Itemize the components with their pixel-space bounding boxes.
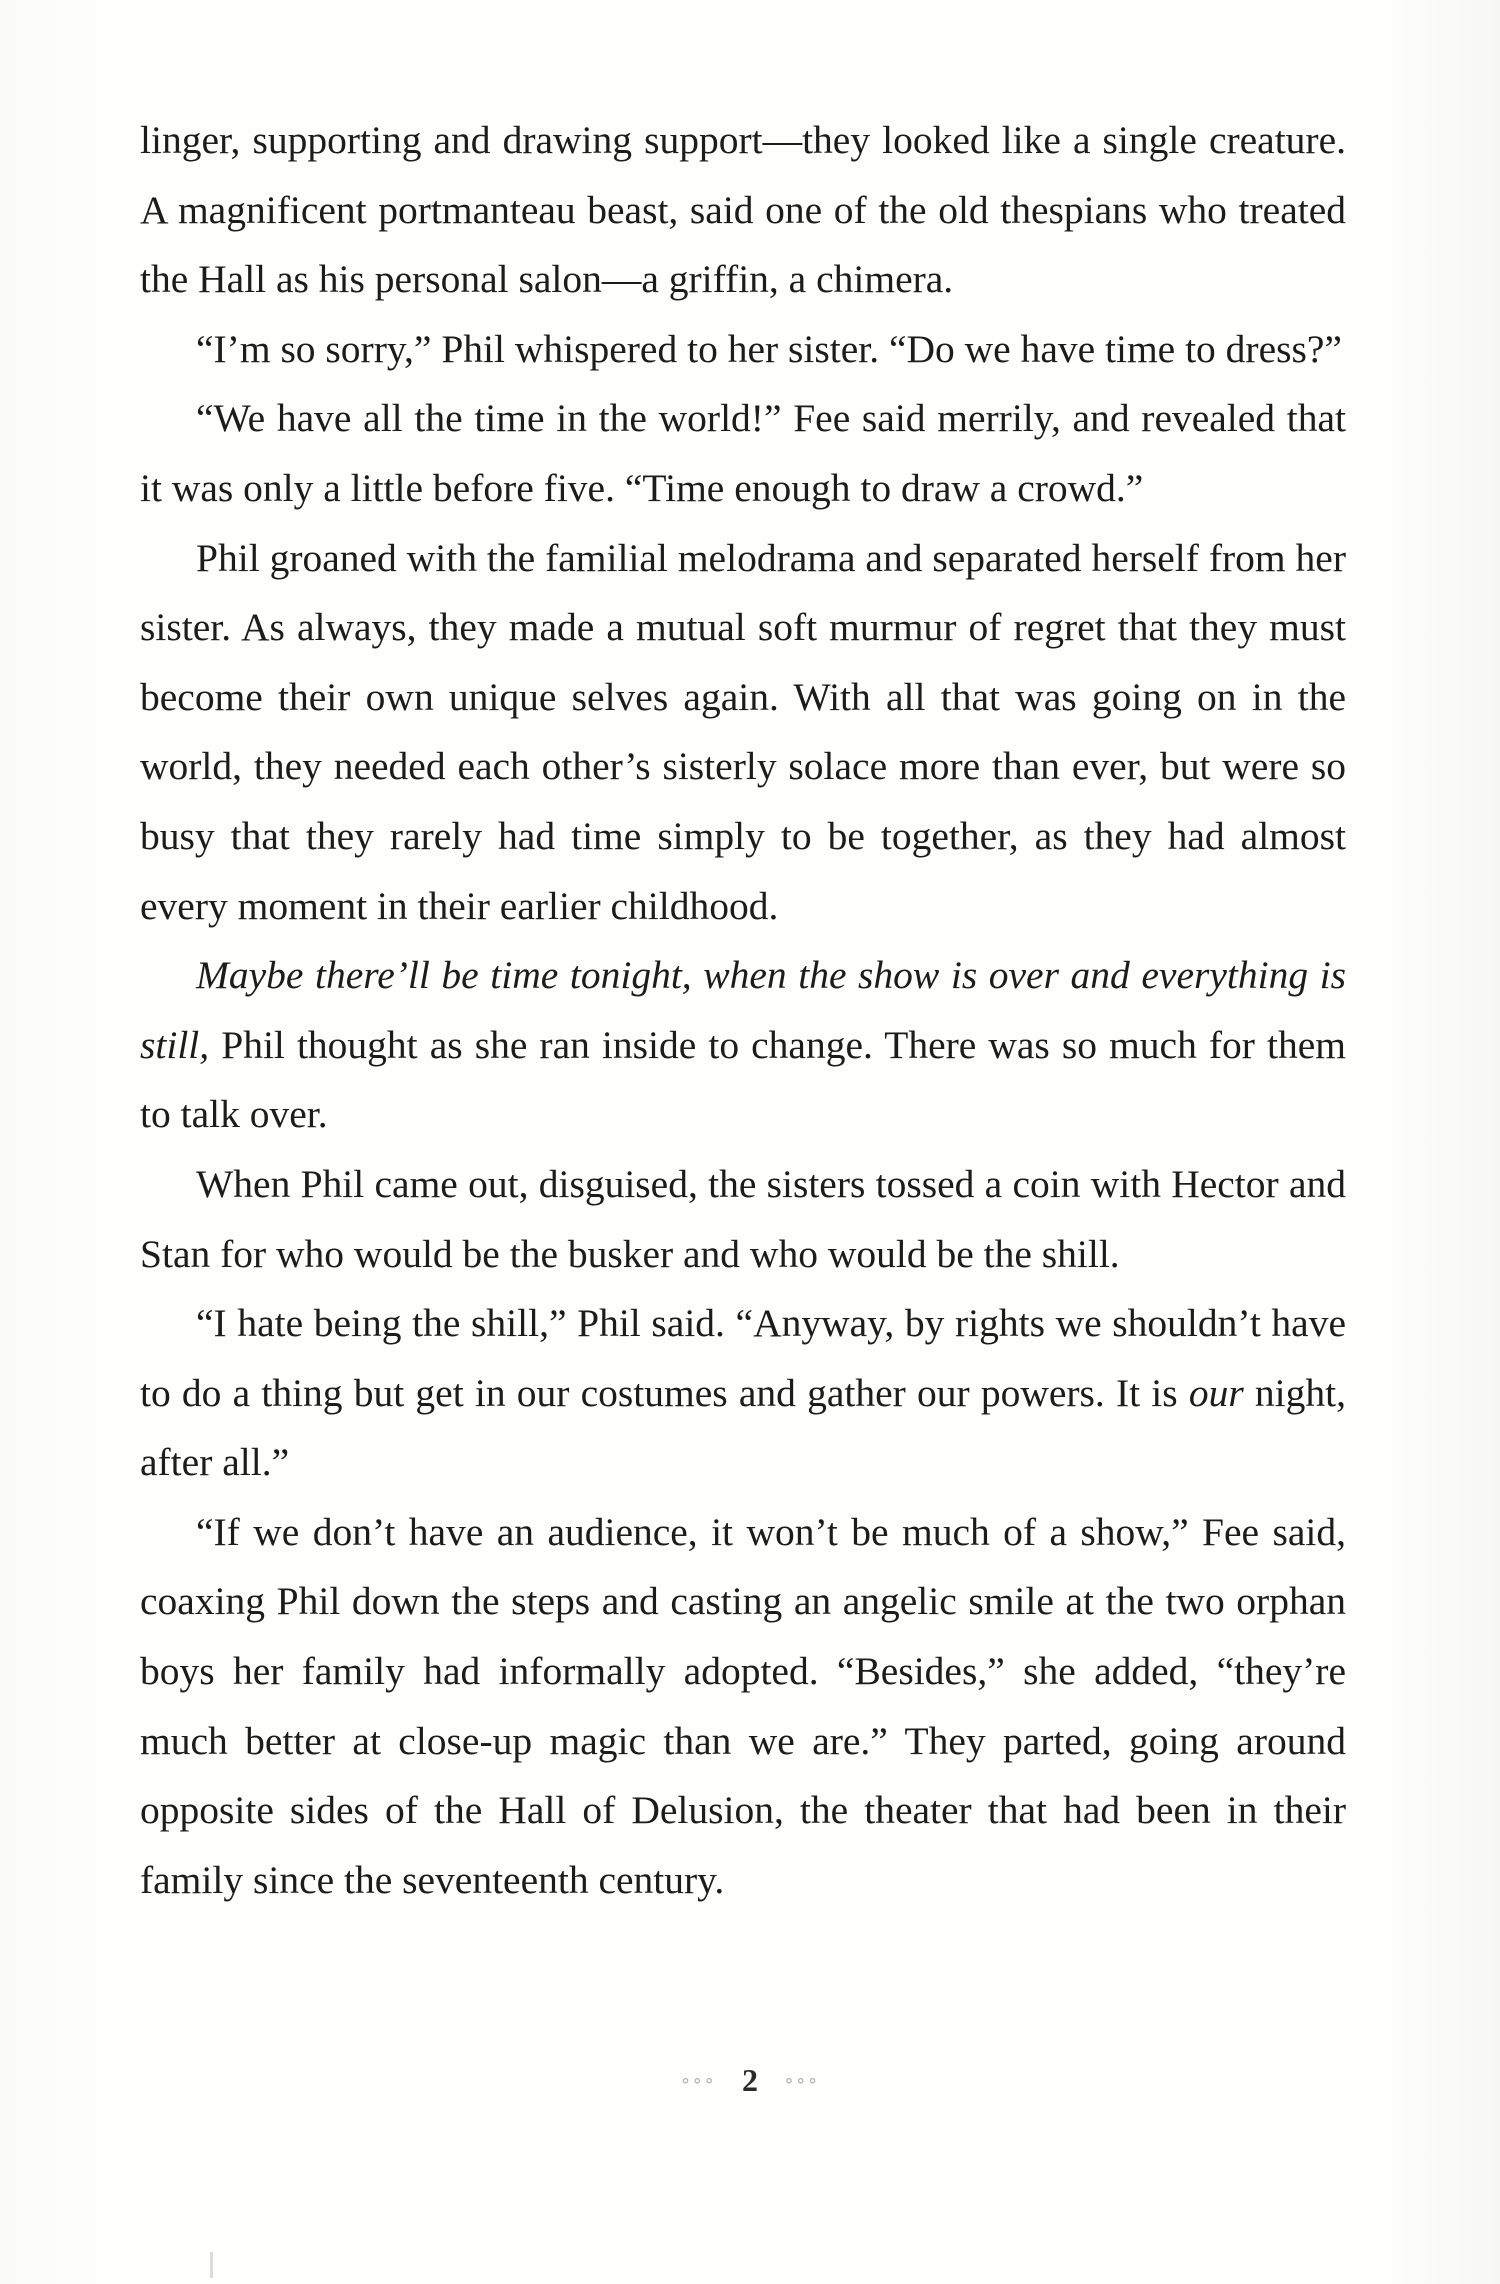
text-segment: Phil thought as she ran inside to change. There was so much for them to talk over.	[140, 1022, 1346, 1137]
folio-ornament-left: ∘∘∘	[680, 2070, 716, 2092]
text-segment: linger, supporting and drawing support—they looked like a single creature. A magnificent portmanteau beast, said one of the old thespians who treated the Hall as his personal salon—a griffin, a chimera.	[140, 118, 1346, 302]
paragraph	[140, 1498, 1346, 1916]
text-segment: “If we don’t have an audience, it won’t be much of a show,” Fee said, coaxing Phil down the steps and casting an angelic smile at the two orphan boys her family had informally adopted. “Besides,” she added, “they’re much better at close-up magic than we are.” They parted, going around opposite sides of the Hall of Delusion, the theater that had been in their family since the seventeenth century.	[140, 1509, 1346, 1902]
page-folio	[0, 2062, 1500, 2099]
folio-ornament-right: ∘∘∘	[784, 2070, 820, 2092]
paragraph	[140, 524, 1346, 942]
scan-mark	[210, 2252, 213, 2278]
paragraph	[140, 384, 1346, 523]
italic-text-segment: our	[1188, 1370, 1244, 1415]
page-number: 2	[742, 2062, 758, 2098]
paragraph	[140, 315, 1346, 385]
paragraph	[140, 1150, 1346, 1289]
paragraph	[140, 106, 1346, 315]
body-text	[140, 106, 1346, 1915]
text-segment: night, after all.”	[140, 1370, 1346, 1485]
paragraph	[140, 941, 1346, 1150]
text-segment: “We have all the time in the world!” Fee said merrily, and revealed that it was only a little before five. “Time enough to draw a crowd.”	[140, 396, 1346, 510]
text-segment: “I’m so sorry,” Phil whispered to her sister. “Do we have time to dress?”	[196, 326, 1342, 371]
paragraph	[140, 1289, 1346, 1498]
text-segment: “I hate being the shill,” Phil said. “Anyway, by rights we shouldn’t have to do a thing but get in our costumes and gather our powers. It is	[140, 1301, 1346, 1415]
text-segment: Phil groaned with the familial melodrama and separated herself from her sister. As always, they made a mutual soft murmur of regret that they must become their own unique selves again. With all that was going on in the world, they needed each other’s sisterly solace more than ever, but were so busy that they rarely had time simply to be together, as they had almost every moment in their earlier childhood.	[140, 535, 1346, 928]
text-segment: When Phil came out, disguised, the sisters tossed a coin with Hector and Stan for who would be the busker and who would be the shill.	[140, 1161, 1346, 1276]
italic-text-segment: Maybe there’ll be time tonight, when the show is over and everything is still,	[140, 953, 1346, 1067]
